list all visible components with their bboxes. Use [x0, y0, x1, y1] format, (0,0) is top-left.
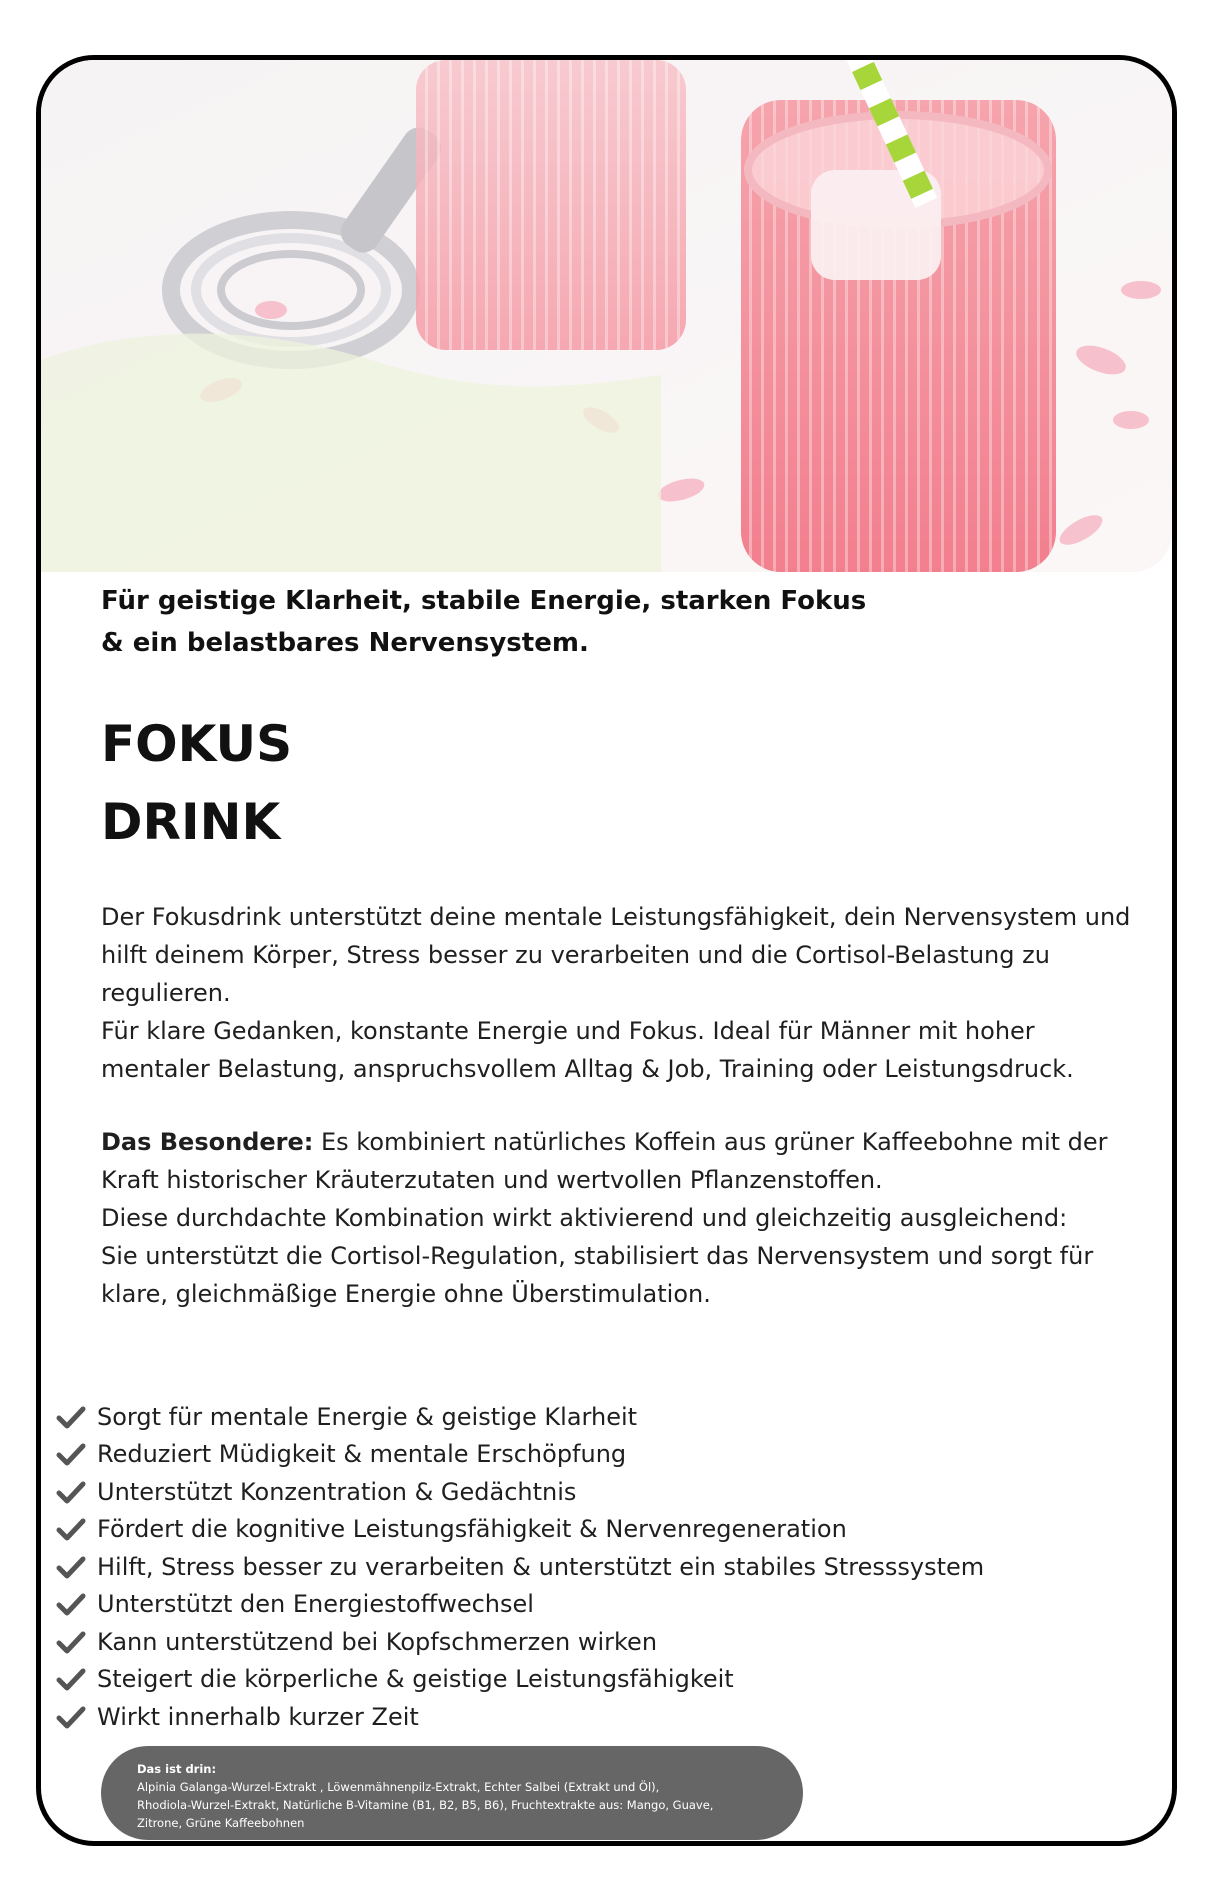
special-line: klare, gleichmäßige Energie ohne Überstimulation.: [101, 1280, 711, 1308]
special-line: Kraft historischer Kräuterzutaten und wertvollen Pflanzenstoffen.: [101, 1166, 883, 1194]
check-icon: [55, 1666, 87, 1692]
product-card: [36, 55, 1177, 1846]
special-first-line-text: Es kombiniert natürliches Koffein aus grüner Kaffeebohne mit der: [321, 1128, 1108, 1156]
benefit-text: Wirkt innerhalb kurzer Zeit: [97, 1702, 419, 1731]
intro-line: Für klare Gedanken, konstante Energie und Fokus. Ideal für Männer mit hoher: [101, 1017, 1035, 1045]
title-line-2: DRINK: [101, 793, 281, 851]
benefit-item: [55, 1511, 984, 1549]
benefit-item: [55, 1548, 984, 1586]
title-line-1: FOKUS: [101, 715, 293, 773]
benefit-text: Hilft, Stress besser zu verarbeiten & unterstützt ein stabiles Stresssystem: [97, 1552, 985, 1581]
special-label: Das Besondere:: [101, 1128, 314, 1156]
benefit-item: [55, 1623, 984, 1661]
ingredients-line: Rhodiola-Wurzel-Extrakt, Natürliche B-Vitamine (B1, B2, B5, B6), Fruchtextrakte aus: Mango, Guave,: [137, 1798, 714, 1812]
benefit-item: [55, 1661, 984, 1699]
ingredients-heading: Das ist drin:: [137, 1762, 217, 1776]
intro-line: regulieren.: [101, 979, 231, 1007]
benefit-text: Steigert die körperliche & geistige Leistungsfähigkeit: [97, 1665, 734, 1694]
benefit-item: [55, 1473, 984, 1511]
benefit-text: Unterstützt den Energiestoffwechsel: [97, 1590, 534, 1619]
check-icon: [55, 1441, 87, 1467]
benefit-text: Sorgt für mentale Energie & geistige Klarheit: [97, 1402, 638, 1431]
check-icon: [55, 1404, 87, 1430]
ingredients-box: [101, 1746, 803, 1840]
benefit-item: [55, 1698, 984, 1736]
check-icon: [55, 1629, 87, 1655]
special-line: Diese durchdachte Kombination wirkt aktivierend und gleichzeitig ausgleichend:: [101, 1204, 1068, 1232]
ingredients-line: Alpinia Galanga-Wurzel-Extrakt , Löwenmähnenpilz-Extrakt, Echter Salbei (Extrakt und Öl),: [137, 1780, 660, 1794]
drink-photo-illustration: [41, 60, 1172, 572]
check-icon: [55, 1591, 87, 1617]
tagline-line-1: Für geistige Klarheit, stabile Energie, starken Fokus: [101, 586, 867, 616]
tagline-line-2: & ein belastbares Nervensystem.: [101, 628, 589, 658]
benefit-text: Fördert die kognitive Leistungsfähigkeit & Nervenregeneration: [97, 1515, 847, 1544]
check-icon: [55, 1516, 87, 1542]
intro-line: Der Fokusdrink unterstützt deine mentale Leistungsfähigkeit, dein Nervensystem und: [101, 903, 1131, 931]
special-first-line: [101, 1123, 1131, 1161]
special-paragraph: [101, 1123, 1131, 1313]
benefit-item: [55, 1586, 984, 1624]
benefit-item: [55, 1436, 984, 1474]
special-line: Sie unterstützt die Cortisol-Regulation, stabilisiert das Nervensystem und sorgt für: [101, 1242, 1094, 1270]
intro-line: hilft deinem Körper, Stress besser zu verarbeiten und die Cortisol-Belastung zu: [101, 941, 1050, 969]
check-icon: [55, 1479, 87, 1505]
benefit-list: [55, 1398, 984, 1736]
hero-image: [41, 60, 1172, 572]
intro-line: mentaler Belastung, anspruchsvollem Alltag & Job, Training oder Leistungsdruck.: [101, 1055, 1074, 1083]
ingredients-line: Zitrone, Grüne Kaffeebohnen: [137, 1816, 305, 1830]
benefit-item: [55, 1398, 984, 1436]
benefit-text: Unterstützt Konzentration & Gedächtnis: [97, 1477, 577, 1506]
check-icon: [55, 1554, 87, 1580]
check-icon: [55, 1704, 87, 1730]
benefit-text: Kann unterstützend bei Kopfschmerzen wirken: [97, 1627, 658, 1656]
tagline: [101, 580, 1001, 664]
intro-paragraph: [101, 898, 1131, 1088]
product-title: [101, 705, 292, 861]
benefit-text: Reduziert Müdigkeit & mentale Erschöpfung: [97, 1440, 627, 1469]
